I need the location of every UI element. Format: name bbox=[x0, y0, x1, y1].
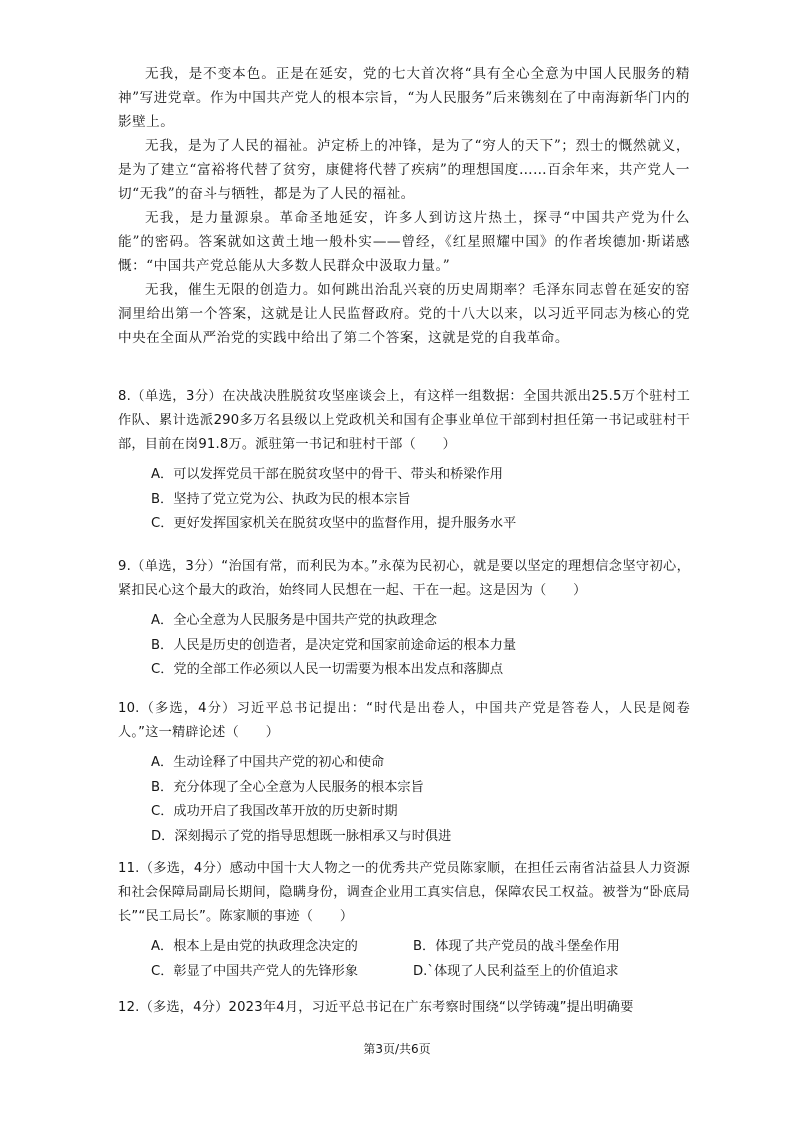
option-b[interactable]: B．人民是历史的创造者，是决定党和国家前途命运的根本力量 bbox=[151, 637, 517, 653]
option-a[interactable]: A．全心全意为人民服务是中国共产党的执政理念 bbox=[151, 613, 437, 628]
option-b[interactable]: B．坚持了党立党为公、执政为民的根本宗旨 bbox=[151, 491, 411, 507]
option-b[interactable]: B．体现了共产党员的战斗堡垒作用 bbox=[413, 939, 620, 954]
option-c[interactable]: C．党的全部工作必须以人民一切需要为根本出发点和落脚点 bbox=[151, 662, 504, 677]
page-number: 第3页/共6页 bbox=[363, 1042, 431, 1056]
option-a[interactable]: A．可以发挥党员干部在脱贫攻坚中的骨干、带头和桥梁作用 bbox=[151, 467, 503, 482]
question-stem: 12.（多选，4分）2023年4月，习近平总书记在广东考察时围绕“以学铸魂”提出明确要 bbox=[118, 1000, 634, 1015]
option-d[interactable]: D．深刻揭示了党的指导思想既一脉相承又与时俱进 bbox=[151, 828, 452, 844]
question-8 bbox=[118, 385, 690, 537]
reading-passage bbox=[118, 62, 690, 350]
question-9 bbox=[118, 555, 690, 683]
option-d[interactable]: D.`体现了人民利益至上的价值追求 bbox=[413, 963, 619, 979]
question-stem: 11.（多选，4分）感动中国十大人物之一的优秀共产党员陈家顺，在担任云南省沾益县人力资源和社会保障局副局长期间，隐瞒身份，调查企业用工真实信息，保障农民工权益。被誉为“卧底局长”“民工局长”。陈家顺的事迹（ ） bbox=[118, 861, 690, 924]
option-a[interactable]: A．生动诠释了中国共产党的初心和使命 bbox=[151, 755, 385, 770]
passage-paragraph: 无我，催生无限的创造力。如何跳出治乱兴衰的历史周期率？毛泽东同志曾在延安的窑洞里给出第一个答案，这就是让人民监督政府。党的十八大以来，以习近平同志为核心的党中央在全面从严治党的实践中给出了第二个答案，这就是党的自我革命。 bbox=[118, 282, 690, 346]
passage-paragraph: 无我，是力量源泉。革命圣地延安，许多人到访这片热土，探寻“中国共产党为什么能”的密码。答案就如这黄土地一般朴实——曾经，《红星照耀中国》的作者埃德加·斯诺感慨：“中国共产党总能从大多数人民群众中汲取力量。” bbox=[118, 210, 690, 274]
question-stem: 8.（单选，3分）在决战决胜脱贫攻坚座谈会上，有这样一组数据：全国共派出25.5万个驻村工作队、累计选派290多万名县级以上党政机关和国有企事业单位干部到村担任第一书记或驻村干部，目前在岗91.8万。派驻第一书记和驻村干部（ ） bbox=[118, 389, 690, 452]
option-grid bbox=[118, 935, 690, 984]
option-b[interactable]: B．充分体现了全心全意为人民服务的根本宗旨 bbox=[151, 779, 424, 795]
option-c[interactable]: C．更好发挥国家机关在脱贫攻坚中的监督作用，提升服务水平 bbox=[151, 516, 517, 531]
option-c[interactable]: C．彰显了中国共产党人的先锋形象 bbox=[151, 963, 359, 979]
option-c[interactable]: C．成功开启了我国改革开放的历史新时期 bbox=[151, 804, 398, 819]
question-11 bbox=[118, 857, 690, 984]
question-10 bbox=[118, 697, 690, 849]
passage-paragraph: 无我，是为了人民的福祉。泸定桥上的冲锋，是为了“穷人的天下”；烈士的慨然就义，是为了建立“富裕将代替了贫穷，康健将代替了疾病”的理想国度……百余年来，共产党人一切“无我”的奋斗与牺牲，都是为了人民的福祉。 bbox=[118, 138, 690, 202]
question-stem: 9.（单选，3分）“治国有常，而利民为本。”永葆为民初心，就是要以坚定的理想信念坚守初心，紧扣民心这个最大的政治，始终同人民想在一起、干在一起。这是因为（ ） bbox=[118, 559, 690, 598]
question-12 bbox=[118, 996, 690, 1022]
question-stem: 10.（多选，4分）习近平总书记提出：“时代是出卷人，中国共产党是答卷人，人民是阅卷人。”这一精辟论述（ ） bbox=[118, 701, 690, 740]
option-a[interactable]: A．根本上是由党的执政理念决定的 bbox=[151, 939, 358, 954]
passage-paragraph: 无我，是不变本色。正是在延安，党的七大首次将“具有全心全意为中国人民服务的精神”写进党章。作为中国共产党人的根本宗旨，“为人民服务”后来镌刻在了中南海新华门内的影壁上。 bbox=[118, 66, 691, 130]
